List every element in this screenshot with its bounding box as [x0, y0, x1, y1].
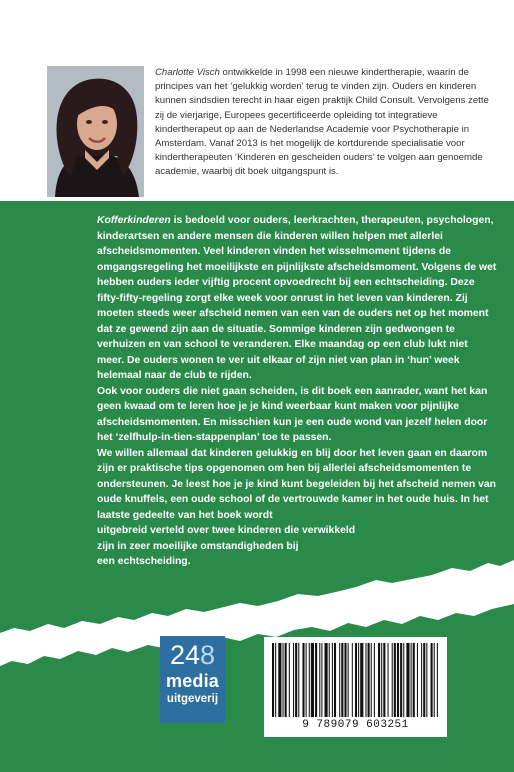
- barcode-bar: [358, 643, 359, 717]
- barcode-bar: [325, 643, 328, 717]
- barcode-bar: [355, 643, 357, 717]
- barcode-bar: [392, 643, 393, 717]
- publisher-logo-number: 248: [169, 640, 216, 670]
- barcode-bar: [321, 643, 322, 717]
- book-blurb: [97, 213, 497, 570]
- barcode-bar: [329, 643, 330, 717]
- barcode-bar: [383, 643, 385, 717]
- barcode-bar: [403, 643, 404, 717]
- barcode-bar: [360, 643, 363, 717]
- author-bio-text: ontwikkelde in 1998 een nieuwe kindertherapie, waarin de principes van het ‘gelukkig worden’ terug te vinden zijn. Ouders en kinderen kunnen sindsdien terecht in haar eigen praktijk Child Consult. Vervolgens zette zij de vierjarige, Europees gecertificeerde opleiding tot integratieve kindertherapeut op aan de Nederlandse Academie voor Psychotherapie in Amsterdam. Vanaf 2013 is het mogelijk de kortdurende specialisatie voor kindertherapeuten ‘Kinderen en gescheiden ouders’ te volgen aan genoemde academie, waarbij dit boek uitgangspunt is.: [155, 67, 489, 178]
- barcode-bar: [394, 643, 396, 717]
- author-bio: [155, 66, 495, 180]
- barcode-bar: [334, 643, 336, 717]
- barcode-bar: [348, 643, 349, 717]
- barcode-bar: [437, 643, 438, 717]
- publisher-logo-media: media: [165, 671, 220, 691]
- barcode-bar: [365, 643, 366, 717]
- barcode-bar: [295, 643, 297, 717]
- barcode-bar: [302, 643, 304, 717]
- author-photo: [47, 66, 144, 197]
- barcode-bar: [278, 643, 281, 717]
- barcode-bar: [381, 643, 382, 717]
- barcode-bar: [411, 643, 412, 717]
- barcode-bar: [431, 643, 433, 717]
- barcode-bar: [426, 643, 427, 717]
- isbn-barcode: [264, 637, 447, 737]
- barcode-bars-icon: [270, 643, 441, 717]
- barcode-bar: [341, 643, 343, 717]
- blurb-paragraph-1: Kofferkinderen is bedoeld voor ouders, leerkrachten, therapeuten, psychologen, kinderartsen en andere mensen die kinderen willen helpen met allerlei afscheidsmomenten. Veel kinderen vinden het wisselmoment tijdens de omgangsregeling het moeilijkste en pijnlijkste afscheidsmoment. Volgens de wet hebben ouders ieder vijftig procent opvoedrecht bij een echtscheiding. Deze fifty-fifty-regeling zorgt elke week voor onrust in het leven van kinderen. Zij moeten steeds weer afscheid nemen van een van de ouders net op het moment dat ze gewend zijn aan de situatie. Sommige kinderen zijn gedwongen te verhuizen en van school te veranderen. Elke maandag op een club lukt niet meer. De ouders wonen te ver uit elkaar of zijn niet van plan in ‘hun’ week helemaal naar de club te rijden.: [97, 215, 497, 381]
- barcode-bar: [400, 643, 402, 717]
- barcode-bar: [413, 643, 415, 717]
- barcode-bar: [423, 643, 425, 717]
- publisher-logo-uitgeverij: uitgeverij: [166, 693, 219, 705]
- barcode-bar: [339, 643, 340, 717]
- isbn-number: 9 789079 603251: [302, 719, 409, 731]
- barcode-bar: [319, 643, 320, 717]
- barcode-bar: [352, 643, 353, 717]
- barcode-bar: [289, 643, 290, 717]
- barcode-bar: [406, 643, 409, 717]
- barcode-bar: [315, 643, 317, 717]
- barcode-bar: [374, 643, 375, 717]
- blurb-paragraph-3: We willen allemaal dat kinderen gelukkig en blij door het leven gaan en daarom zijn er praktische tips opgenomen om hen bij allerlei afscheidsmomenten te ondersteunen. Je leest hoe je je kind kunt begeleiden bij het afscheid nemen van oude knuffels, een oude school of de vertrouwde kamer in het oude huis. In het laatste gedeelte van het boek wordt uitgebreid verteld over twee kinderen die verwikkeld zijn in zeer moeilijke omstandigheden bij een echtscheiding.: [97, 447, 496, 567]
- barcode-bar: [298, 643, 299, 717]
- barcode-bar: [285, 643, 287, 717]
- barcode-bar: [283, 643, 284, 717]
- barcode-bar: [371, 643, 372, 717]
- barcode-bar: [417, 643, 418, 717]
- barcode-bar: [272, 643, 274, 717]
- barcode-bar: [397, 643, 399, 717]
- barcode-bar: [306, 643, 307, 717]
- barcode-bar: [368, 643, 370, 717]
- barcode-bar: [344, 643, 346, 717]
- barcode-bar: [293, 643, 294, 717]
- author-portrait-icon: [47, 66, 144, 197]
- barcode-bar: [378, 643, 380, 717]
- barcode-bar: [332, 643, 333, 717]
- barcode-bar: [421, 643, 422, 717]
- barcode-bar: [388, 643, 389, 717]
- barcode-bar: [275, 643, 276, 717]
- book-title: Kofferkinderen: [97, 215, 171, 226]
- publisher-logo: [160, 636, 225, 723]
- barcode-bar: [311, 643, 314, 717]
- author-name: Charlotte Visch: [155, 67, 220, 78]
- barcode-bar: [309, 643, 310, 717]
- blurb-paragraph-2: Ook voor ouders die niet gaan scheiden, is dit boek een aanrader, want het kan geen kwaad om te leren hoe je je kind weerbaar kunt maken voor pijnlijke afscheidsmomenten. En misschien kun je een oude wond van jezelf helen door het ‘zelfhulp-in-tien-stappenplan’ toe te passen.: [97, 385, 488, 443]
- barcode-bar: [434, 643, 435, 717]
